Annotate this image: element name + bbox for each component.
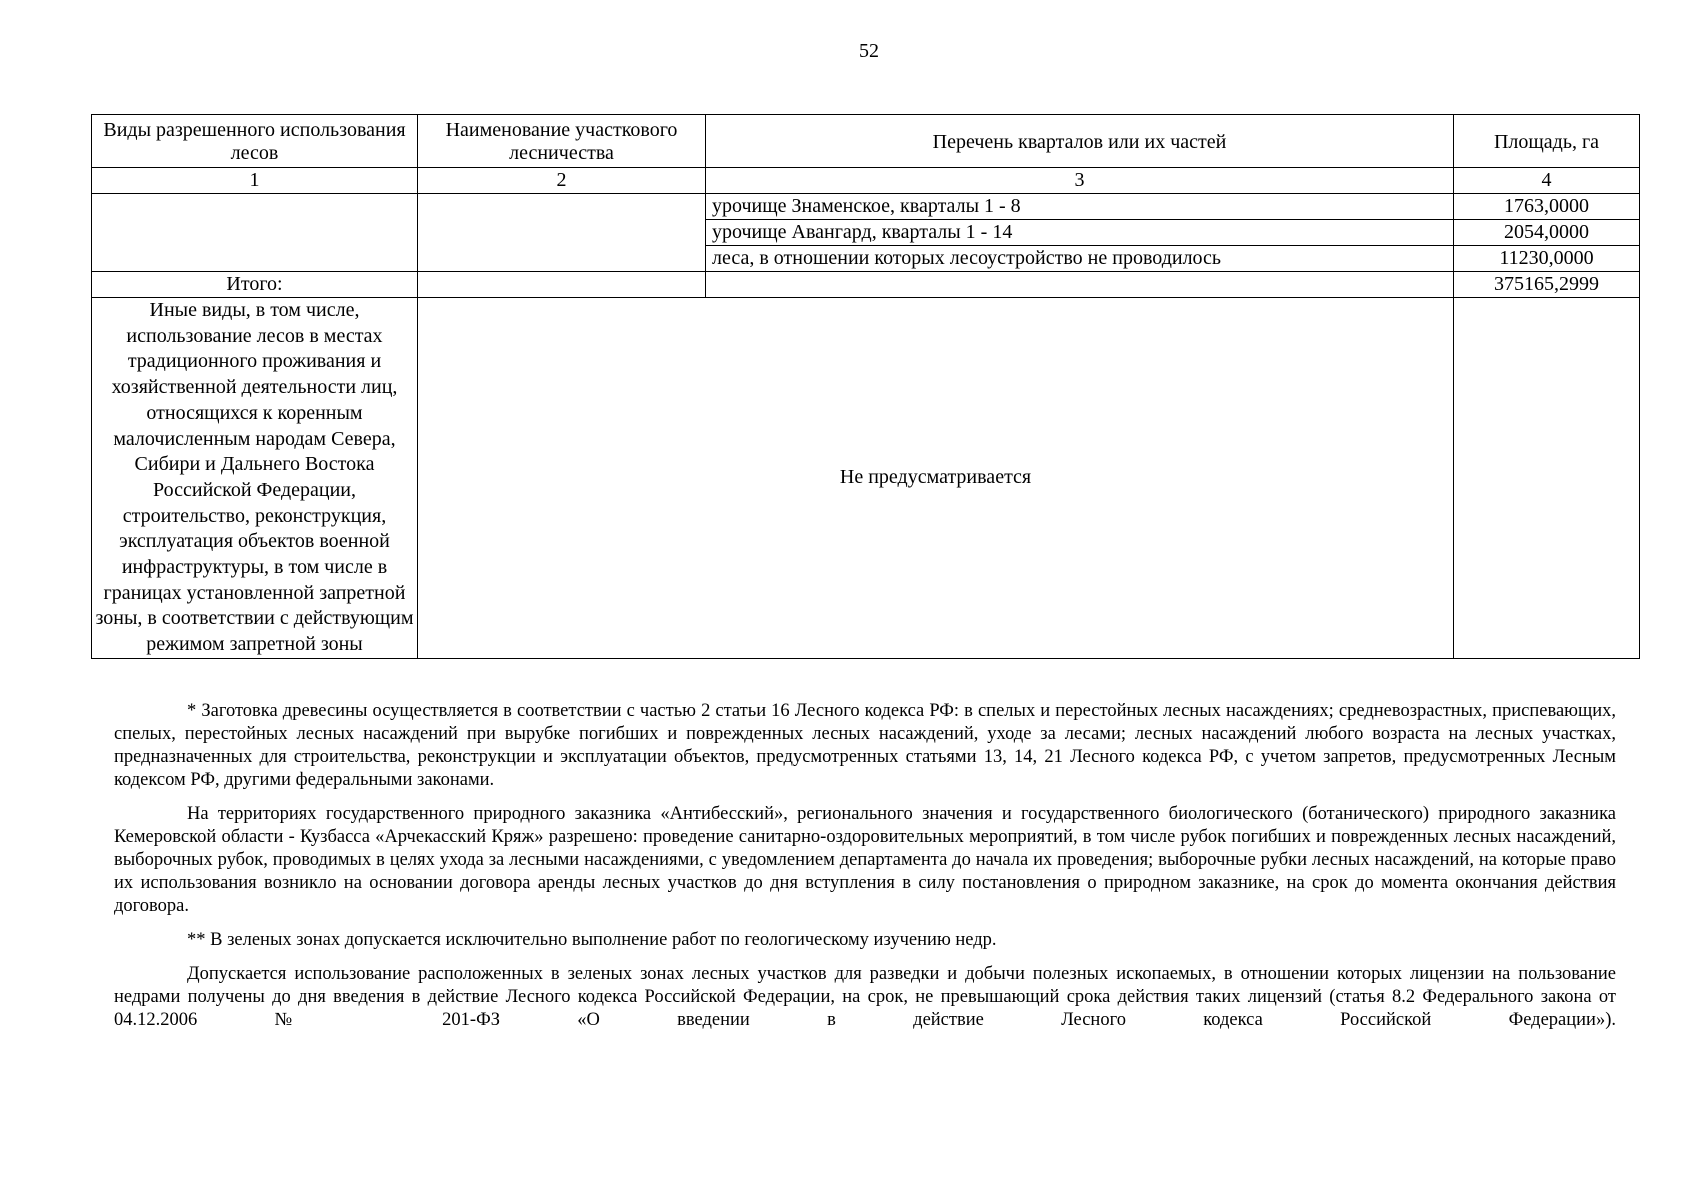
footnote-nature-reserves: На территориях государственного природного заказника «Антибесский», регионального значения и государственного биологического (ботанического) природного заказника Кемеровской области - Кузбасса «Арчекасский Кряж» разрешено: проведение санитарно-оздоровительных мероприятий, в том числе рубок погибших и поврежденных лесных насаждений, выборочных рубок, проводимых в целях ухода за лесными насаждениями, с уведомлением департамента до начала их проведения; выборочные рубки лесных насаждений, на которые право их использования возникло на основании договора аренды лесных участков до дня вступления в силу постановления о природном заказнике, на срок до момента окончания действия договора. xyxy=(114,804,1616,916)
forest-use-table xyxy=(91,114,1640,659)
column-number: 4 xyxy=(1454,168,1640,194)
header-use-types: Виды разрешенного использования лесов xyxy=(92,115,418,168)
other-uses-label: Иные виды, в том числе, использование лесов в местах традиционного проживания и хозяйственной деятельности лиц, относящихся к коренным малочисленным народам Севера, Сибири и Дальнего Востока Российской Федерации, строительство, реконструкция, эксплуатация объектов военной инфраструктуры, в том числе в границах установленной запретной зоны, в соответствии с действующим режимом запретной зоны xyxy=(92,298,418,659)
area-cell: 2054,0000 xyxy=(1454,220,1640,246)
not-provided-text: Не предусматривается xyxy=(418,298,1454,659)
header-area: Площадь, га xyxy=(1454,115,1640,168)
area-cell: 1763,0000 xyxy=(1454,194,1640,220)
total-value: 375165,2999 xyxy=(1454,272,1640,298)
quarters-cell: леса, в отношении которых лесоустройство не проводилось xyxy=(706,246,1454,272)
quarters-cell: урочище Знаменское, кварталы 1 - 8 xyxy=(706,194,1454,220)
column-number: 3 xyxy=(706,168,1454,194)
quarters-cell: урочище Авангард, кварталы 1 - 14 xyxy=(706,220,1454,246)
total-label: Итого: xyxy=(92,272,418,298)
header-forestry-name: Наименование участкового лесничества xyxy=(418,115,706,168)
area-cell: 11230,0000 xyxy=(1454,246,1640,272)
column-number: 2 xyxy=(418,168,706,194)
header-quarters-list: Перечень кварталов или их частей xyxy=(706,115,1454,168)
empty-cell xyxy=(706,272,1454,298)
total-row xyxy=(92,272,1640,298)
column-number-row xyxy=(92,168,1640,194)
empty-cell xyxy=(418,194,706,272)
footnotes xyxy=(114,700,1616,1043)
table-row xyxy=(92,194,1640,220)
footnote-mineral-extraction: Допускается использование расположенных в зеленых зонах лесных участков для разведки и добычи полезных ископаемых, в отношении которых лицензии на пользование недрами получены до дня введения в действие Лесного кодекса Российской Федерации, на срок, не превышающий срока действия таких лицензий (статья 8.2 Федерального закона от 04.12.2006 № 201-ФЗ «О введении в действие Лесного кодекса Российской Федерации»). xyxy=(114,964,1616,1030)
table-header-row xyxy=(92,115,1640,168)
footnote-green-zones: ** В зеленых зонах допускается исключительно выполнение работ по геологическому изучению недр. xyxy=(187,930,997,950)
empty-cell xyxy=(92,194,418,272)
other-uses-row xyxy=(92,298,1640,659)
footnote-timber-harvesting: * Заготовка древесины осуществляется в соответствии с частью 2 статьи 16 Лесного кодекса РФ: в спелых и перестойных лесных насаждениях; средневозрастных, приспевающих, спелых, перестойных лесных насаждений при вырубке погибших и поврежденных лесных насаждений, уходе за лесами; лесных насаждений любого возраста на лесных участках, предназначенных для строительства, реконструкции и эксплуатации объектов, предусмотренных статьями 13, 14, 21 Лесного кодекса РФ, с учетом запретов, предусмотренных Лесным кодексом РФ, другими федеральными законами. xyxy=(114,701,1616,790)
empty-cell xyxy=(418,272,706,298)
empty-cell xyxy=(1454,298,1640,659)
column-number: 1 xyxy=(92,168,418,194)
page-number: 52 xyxy=(859,40,879,62)
